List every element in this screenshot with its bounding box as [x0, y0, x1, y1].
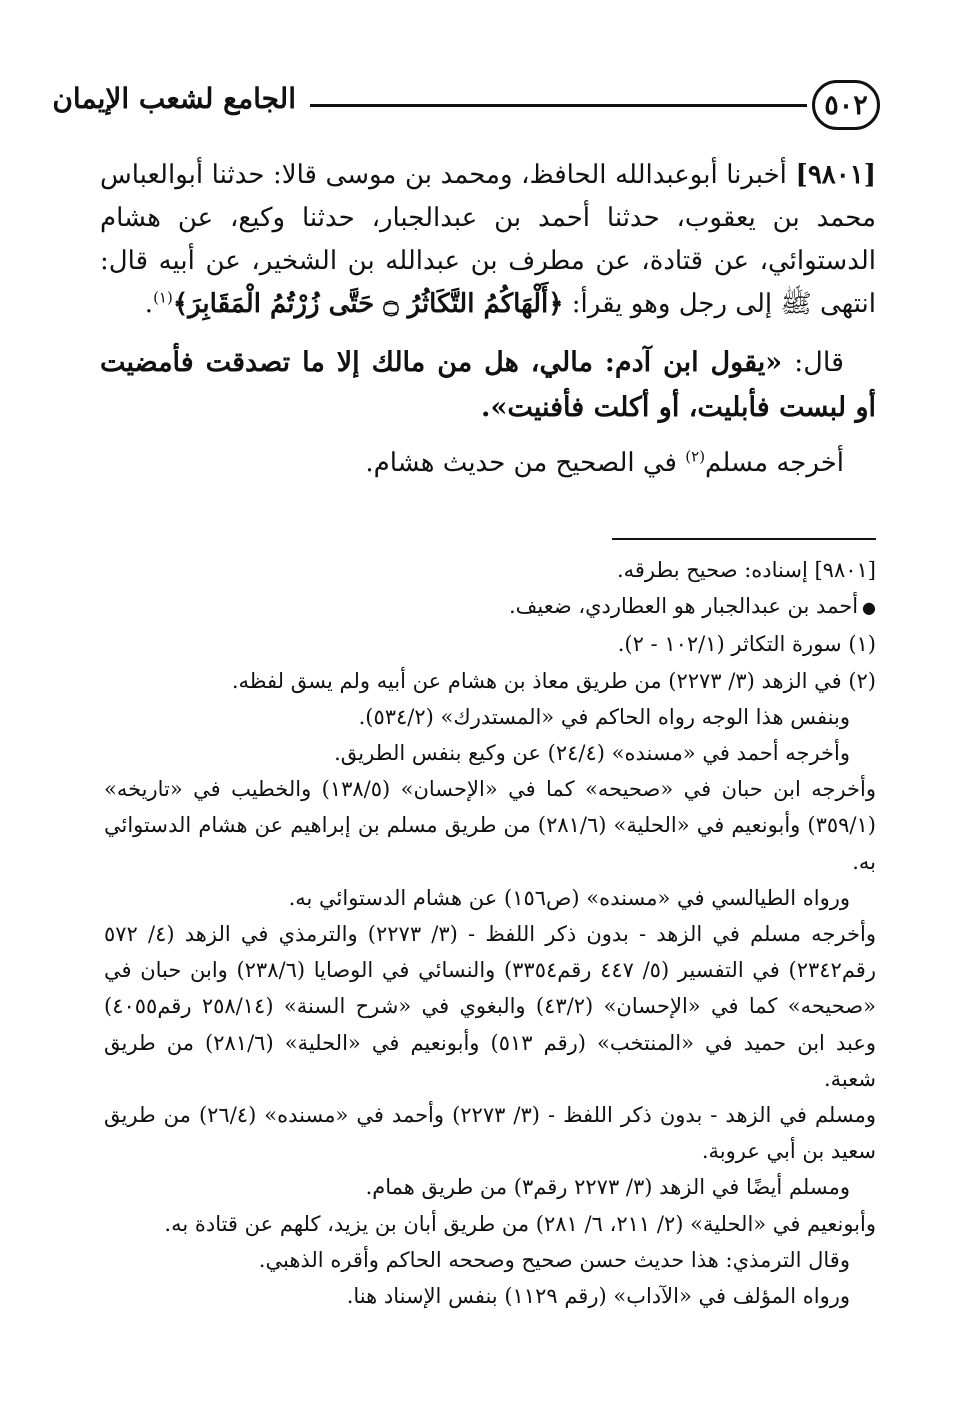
footnote-line: وأخرجه مسلم في الزهد - بدون ذكر اللفظ - (٣/ ٢٢٧٣) والترمذي في الزهد (٤/ ٥٧٢ رقم٢٣٤٢) في التفسير (٥/ ٤٤٧ رقم٣٣٥٤) والنسائي في الوصايا (٢٣٨/٦) وابن حبان في «صحيحه» كما في «الإحسان» (٤٣/٢) والبغوي في «شرح السنة» (٢٥٨/١٤ رقم٤٠٥٥) وعبد ابن حميد في «المنتخب» (رقم ٥١٣) وأبونعيم في «الحلية» (٢٨١/٦) من طريق شعبة.	[104, 922, 876, 1091]
running-title: الجامع لشعب الإيمان	[52, 82, 296, 115]
takhrij-line	[100, 442, 876, 485]
narrator-note	[104, 588, 876, 626]
header-rule	[310, 104, 807, 107]
out-suffix: في الصحيح من حديث هشام.	[365, 448, 677, 478]
main-text	[100, 154, 876, 485]
footnote-separator	[612, 538, 876, 540]
hadith-matn	[100, 340, 876, 430]
hadith-number: [٩٨٠١]	[795, 160, 876, 190]
footnote-2: (٢) في الزهد (٣/ ٢٢٧٣) من طريق معاذ بن هشام عن أبيه ولم يسق لفظه.	[231, 668, 876, 693]
footnote-line: وأخرجه ابن حبان في «صحيحه» كما في «الإحسان» (١٣٨/٥) والخطيب في «تاريخه» (٣٥٩/١) وأبونعيم في «الحلية» (٢٨١/٦) من طريق مسلم بن إبراهيم عن هشام الدستوائي به.	[104, 777, 876, 874]
out-prefix: أخرجه مسلم	[705, 448, 844, 478]
quote-text: «يقول ابن آدم: مالي، هل من مالك إلا ما تصدقت فأمضيت أو لبست فأبليت، أو أكلت فأفنيت».	[100, 347, 876, 423]
footnote-ref-1: (١)	[153, 288, 173, 307]
bullet-icon: ●	[862, 598, 876, 618]
footnote-line: ومسلم في الزهد - بدون ذكر اللفظ - (٣/ ٢٢٧٣) وأحمد في «مسنده» (٢٦/٤) من طريق سعيد بن أبي عروبة.	[104, 1103, 876, 1164]
footnote-line: ورواه المؤلف في «الآداب» (رقم ١١٢٩) بنفس الإسناد هنا.	[346, 1284, 850, 1309]
footnote-ref-2: (٢)	[685, 447, 706, 466]
narrator-note-text: أحمد بن عبدالجبار هو العطاردي، ضعيف.	[508, 594, 859, 619]
grade-label: [٩٨٠١] إسناده: صحيح بطرقه.	[616, 558, 876, 582]
footnotes	[104, 552, 876, 1314]
footnote-line: وأبونعيم في «الحلية» (٢/ ٢١١، ٦/ ٢٨١) من طريق أبان بن يزيد، كلهم عن قتادة به.	[164, 1211, 876, 1236]
footnote-line: وبنفس هذا الوجه رواه الحاكم في «المستدرك» (٥٣٤/٢).	[358, 704, 850, 729]
hadith-isnad	[100, 154, 876, 326]
page-header	[52, 78, 880, 138]
footnote-1: (١) سورة التكاثر (١٠٢/١ - ٢).	[617, 632, 876, 657]
page-number: ٥٠٢	[812, 80, 880, 130]
verse-end: .	[144, 289, 154, 319]
footnote-line: وقال الترمذي: هذا حديث حسن صحيح وصححه الحاكم وأقره الذهبي.	[258, 1247, 850, 1272]
isnad-text: أخبرنا أبوعبدالله الحافظ، ومحمد بن موسى قالا: حدثنا أبوالعباس محمد بن يعقوب، حدثنا أحمد بن عبدالجبار، حدثنا وكيع، عن هشام الدستوائي، عن قتادة، عن مطرف بن عبدالله بن الشخير، عن أبيه قال: انتهى ﷺ إلى رجل وهو يقرأ:	[100, 160, 876, 319]
quote-intro: قال:	[794, 347, 844, 378]
quran-verse: ﴿أَلْهَاكُمُ التَّكَاثُرُ ۝ حَتَّى زُرْتُمُ الْمَقَابِرَ﴾	[172, 289, 564, 319]
footnote-line: ومسلم أيضًا في الزهد (٣/ ٢٢٧٣ رقم٣) من طريق همام.	[365, 1175, 850, 1200]
footnote-line: ورواه الطيالسي في «مسنده» (ص١٥٦) عن هشام الدستوائي به.	[288, 885, 850, 910]
footnote-line: وأخرجه أحمد في «مسنده» (٢٤/٤) عن وكيع بنفس الطريق.	[334, 741, 850, 766]
